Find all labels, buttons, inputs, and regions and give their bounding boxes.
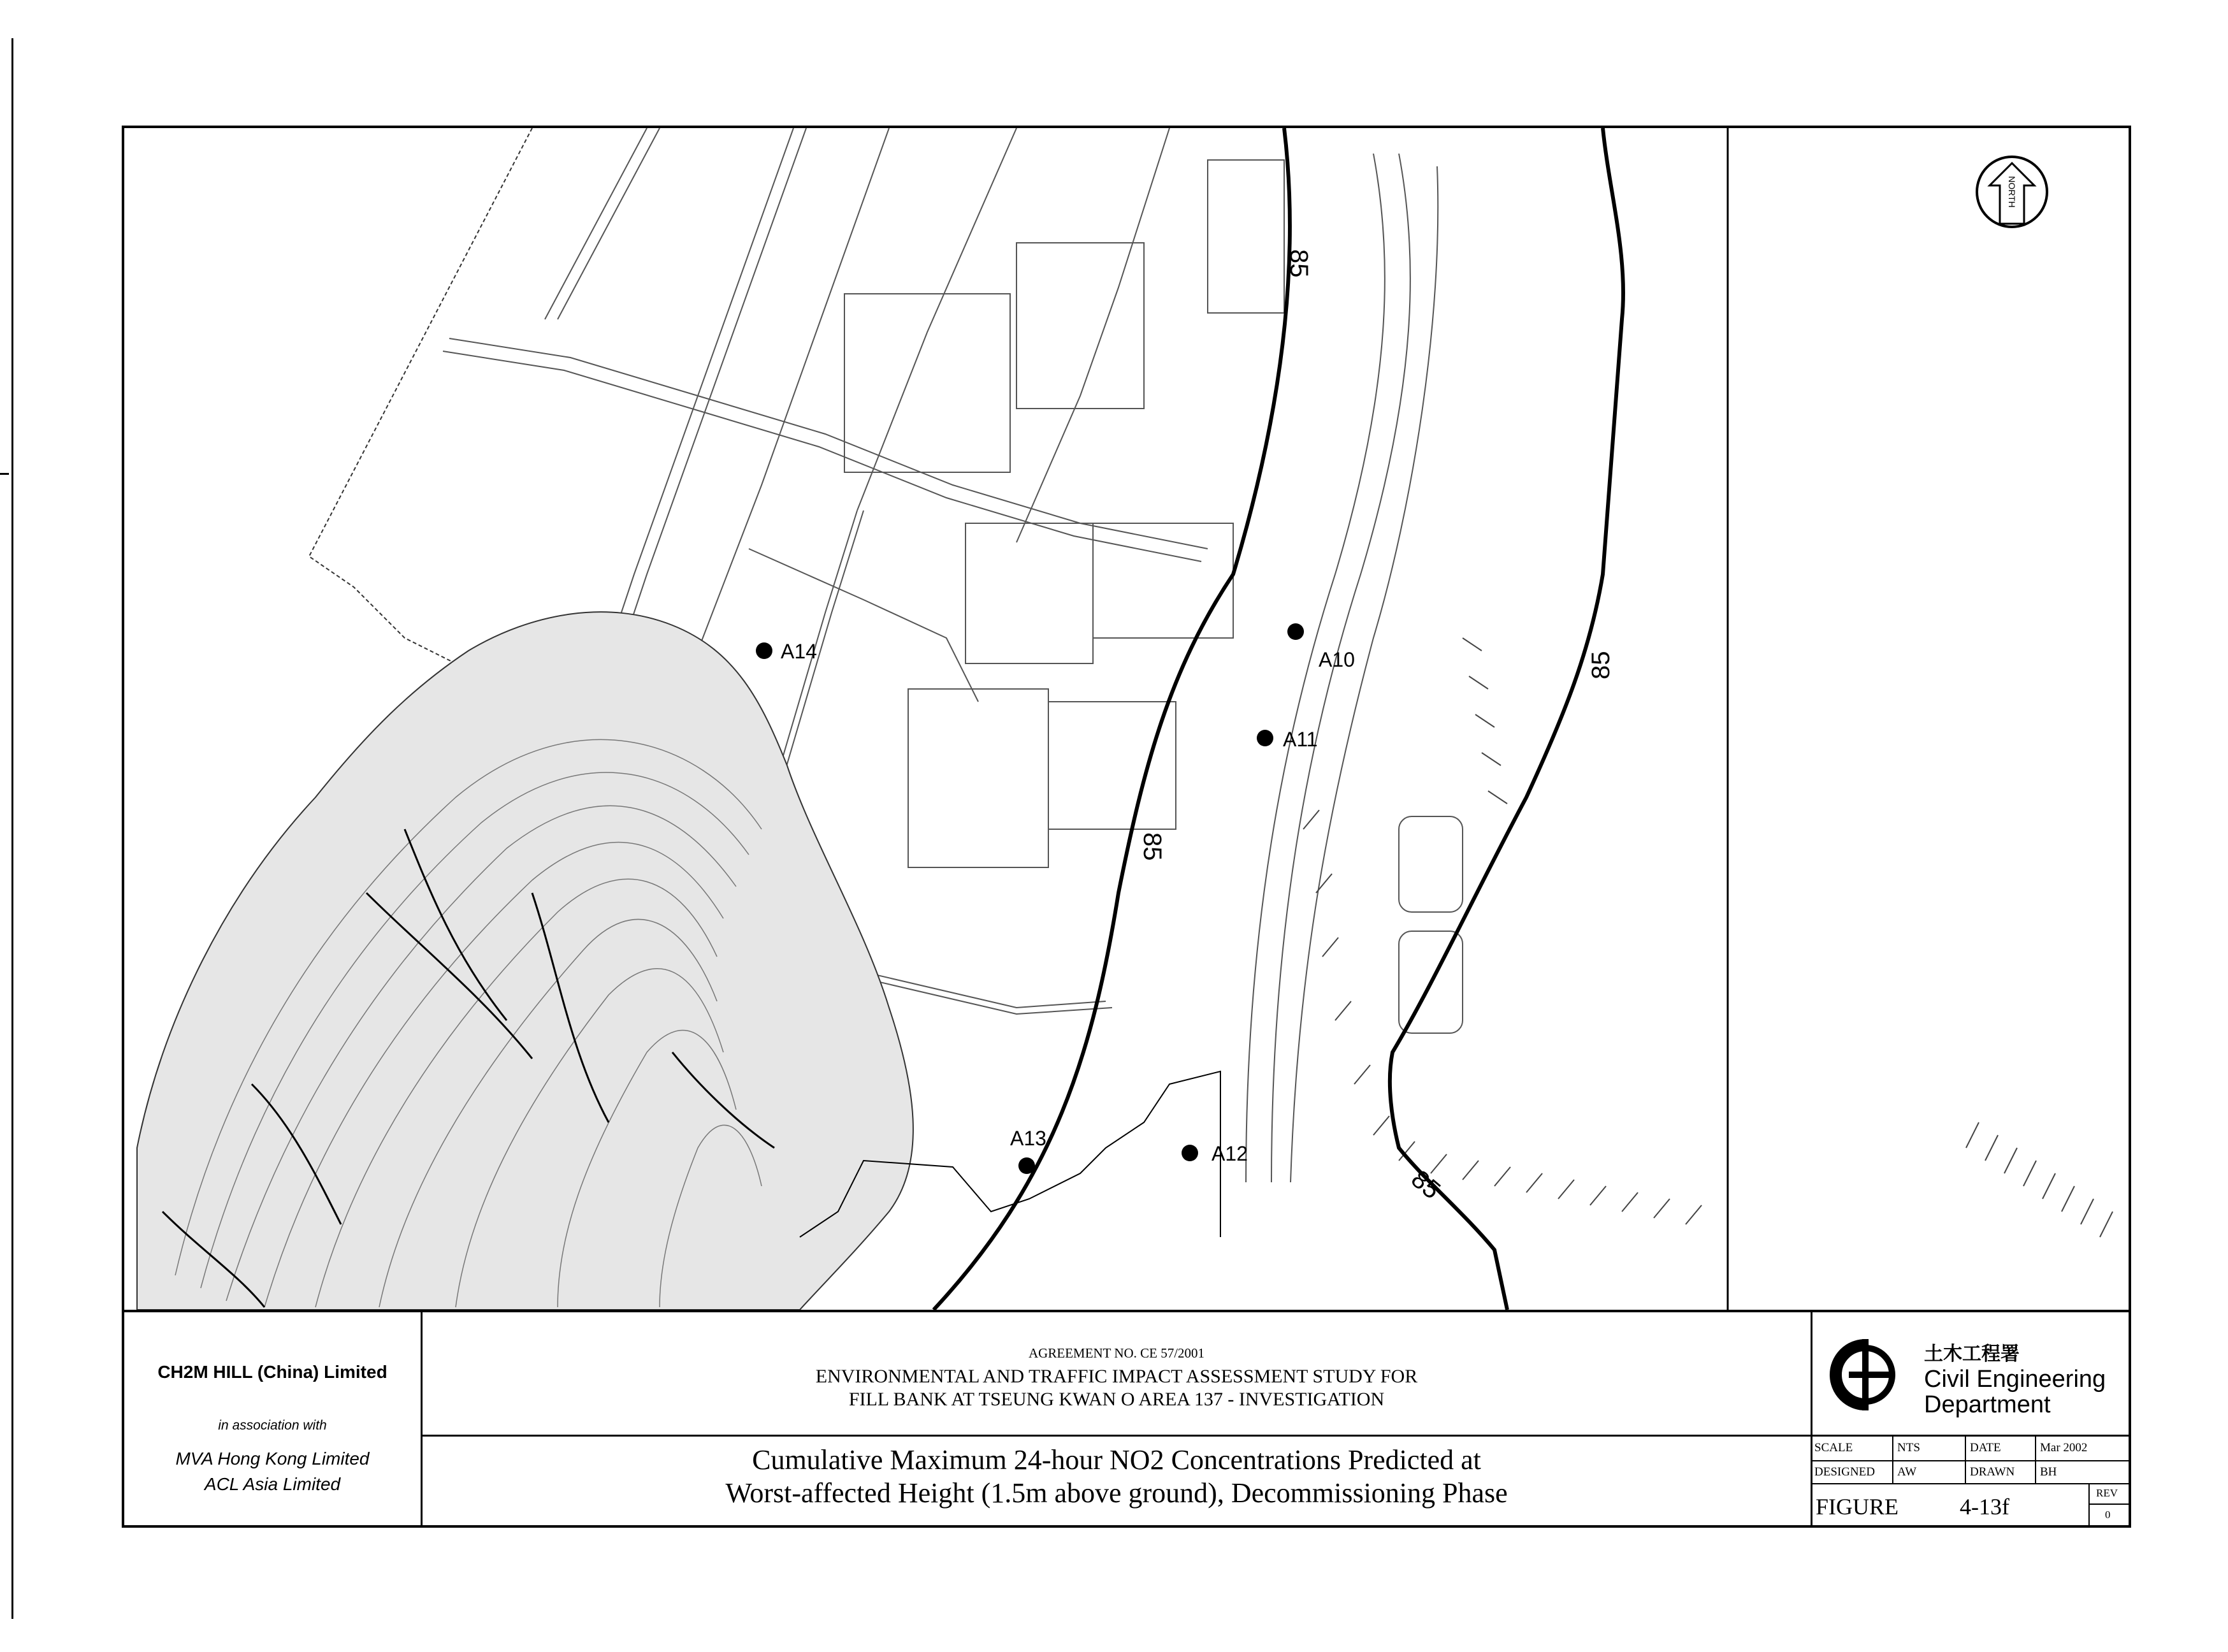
divider (1811, 1483, 2129, 1484)
drawing-sheet (122, 126, 2131, 1528)
divider (421, 1435, 1811, 1437)
association-note: in association with (218, 1418, 327, 1433)
receptor-a13-marker (1018, 1157, 1035, 1174)
receptor-a12-label: A12 (1212, 1142, 1248, 1165)
department-chinese-name: 土木工程署 (1924, 1344, 2020, 1365)
partner-acl: ACL Asia Limited (204, 1474, 341, 1494)
rev-value: 0 (2105, 1509, 2111, 1521)
consultant-name: CH2M HILL (China) Limited (157, 1362, 387, 1382)
department-name-line-2: Department (1924, 1391, 2051, 1418)
receptor-a13-label: A13 (1010, 1127, 1046, 1150)
contour-label-85: 85 (1587, 651, 1615, 679)
north-arrow-icon (1977, 157, 2047, 227)
receptor-a10-label: A10 (1319, 648, 1355, 671)
contour-label-85: 85 (1285, 249, 1313, 278)
contour-85-line-2 (1390, 128, 1623, 1310)
study-title-line-2: FILL BANK AT TSEUNG KWAN O AREA 137 - INVESTIGATION (848, 1389, 1385, 1410)
figure-title-line-1: Cumulative Maximum 24-hour NO2 Concentrations Predicted at (752, 1444, 1481, 1475)
divider (2088, 1503, 2129, 1505)
map-panel (124, 128, 2129, 1310)
agreement-number: AGREEMENT NO. CE 57/2001 (1028, 1345, 1205, 1361)
date-label: DATE (1970, 1441, 2001, 1454)
figure-label: FIGURE (1816, 1494, 1899, 1519)
hill-terrain (137, 612, 913, 1310)
title-block (124, 1310, 2129, 1528)
drawn-label: DRAWN (1970, 1465, 2015, 1479)
study-title-line-1: ENVIRONMENTAL AND TRAFFIC IMPACT ASSESSMENT STUDY FOR (815, 1366, 1418, 1387)
date-value: Mar 2002 (2040, 1441, 2088, 1454)
partner-mva: MVA Hong Kong Limited (175, 1449, 370, 1468)
divider (2088, 1483, 2090, 1528)
receptor-a14-marker (756, 642, 772, 659)
ced-logo-icon (1821, 1330, 1904, 1419)
designed-label: DESIGNED (1814, 1465, 1875, 1479)
scale-value: NTS (1897, 1441, 1920, 1454)
receptor-a11-marker (1257, 730, 1273, 746)
divider (1811, 1460, 2129, 1461)
scale-label: SCALE (1814, 1441, 1853, 1454)
north-arrow-label: NORTH (2007, 176, 2017, 208)
department-name-line-1: Civil Engineering (1924, 1366, 2106, 1393)
rev-label: REV (2096, 1487, 2118, 1499)
slope-hatching (1303, 638, 2113, 1237)
punch-mark (0, 473, 9, 475)
figure-title-line-2: Worst-affected Height (1.5m above ground), Decommissioning Phase (725, 1477, 1508, 1509)
receptor-a11-label: A11 (1283, 728, 1318, 751)
contour-label-85: 85 (1138, 832, 1166, 861)
contour-label-85: 85 (1405, 1164, 1446, 1205)
divider (1811, 1435, 2129, 1437)
designed-value: AW (1897, 1465, 1917, 1479)
divider (1965, 1435, 1966, 1483)
margin-line (11, 38, 13, 1619)
receptor-a12-marker (1182, 1145, 1198, 1161)
site-plan-drawing (124, 128, 2129, 1310)
receptor-a14-label: A14 (781, 640, 817, 663)
divider (1892, 1435, 1893, 1483)
figure-number: 4-13f (1960, 1494, 2009, 1519)
receptor-a10-marker (1287, 623, 1304, 640)
divider (1811, 1312, 1812, 1528)
divider (2035, 1435, 2036, 1483)
drawn-value: BH (2040, 1465, 2057, 1479)
